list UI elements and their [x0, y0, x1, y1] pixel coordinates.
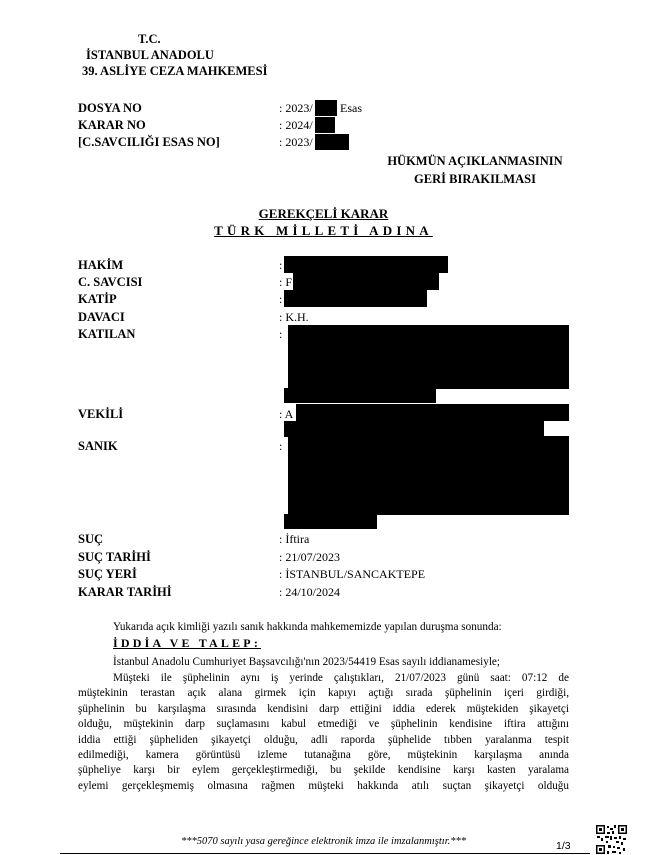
court-header	[82, 31, 286, 79]
crime-date-value: : 21/07/2023	[279, 550, 341, 564]
intro-text: Yukarıda açık kimliği yazılı sanık hakkında mahkememizde yapılan duruşma sonunda:	[113, 621, 502, 633]
attorney-redaction-1	[296, 404, 569, 421]
footer-divider	[60, 853, 590, 854]
deferral-line2: GERİ BIRAKILMASI	[414, 172, 536, 186]
prosecutor-file-value: : 2023/	[279, 135, 313, 149]
attorney-redaction-2	[284, 421, 544, 437]
file-no-label: DOSYA NO	[78, 101, 142, 115]
intervener-label: KATILAN	[78, 327, 136, 341]
court-header-city: İSTANBUL ANADOLU	[86, 48, 214, 62]
judge-label: HAKİM	[78, 258, 124, 272]
paragraph-line: Müşteki ile şüphelinin aynı iş yerinde çalıştıkları, 21/07/2023 günü saat: 07:12 de	[113, 672, 569, 684]
paragraph-line: şüpheliye karşı bir eylem gerçekleştirmediği, bu şekilde kendisine karşı kasten yaralama	[78, 764, 569, 777]
judge-value: :	[279, 258, 283, 272]
defendant-label: SANIK	[78, 439, 118, 453]
decision-no-redaction	[315, 117, 335, 133]
prosecutor-label: C. SAVCISI	[78, 275, 143, 289]
page-number: 1/3	[556, 840, 571, 852]
deferral-line1: HÜKMÜN AÇIKLANMASININ	[387, 154, 563, 168]
e-signature-note: ***5070 sayılı yasa gereğince elektronik imza ile imzalanmıştır.***	[180, 836, 467, 847]
crime-label: SUÇ	[78, 532, 104, 546]
crime-value: : İftira	[279, 532, 310, 546]
clerk-value: :	[279, 292, 283, 306]
defendant-value: :	[279, 439, 283, 453]
decision-no-label: KARAR NO	[78, 118, 146, 132]
deferral-notice	[370, 153, 580, 187]
crime-place-label: SUÇ YERİ	[78, 567, 137, 581]
claim-paragraph	[78, 671, 569, 794]
prosecutor-redaction	[293, 273, 439, 290]
decision-date-label: KARAR TARİHİ	[78, 585, 172, 599]
attorney-label: VEKİLİ	[78, 407, 124, 421]
paragraph-line: olduğu, müştekinin darp suçlamasını kabul etmediği ve şüphelinin kendisine iftira attığını	[78, 718, 569, 731]
defendant-redaction-1	[288, 436, 569, 515]
court-header-tc: T.C.	[138, 32, 161, 46]
crime-date-label: SUÇ TARİHİ	[78, 550, 151, 564]
decision-date-value: : 24/10/2024	[279, 585, 341, 599]
paragraph-line: iddia ettiği şüpheliden şikayetçi olduğu, adli raporda şüphelide tıbben yaralanma tespit	[78, 733, 569, 746]
crime-place-value: : İSTANBUL/SANCAKTEPE	[279, 567, 426, 581]
attorney-value: : A	[279, 407, 294, 421]
paragraph-line: müştekinin terastan açık alana girmek için kapıyı açtığı sırada şüphelinin içeri girdiği,	[78, 687, 569, 700]
file-no-redaction	[315, 100, 337, 116]
paragraph-line: edilmediği, kamera görüntüsü izleme tutanağına göre, müştekinin karşılaşma anında	[78, 749, 569, 762]
clerk-redaction	[284, 290, 427, 307]
decision-title: GEREKÇELİ KARAR	[258, 206, 389, 221]
prosecutor-value: : F	[279, 275, 293, 289]
defendant-redaction-2	[284, 514, 377, 529]
qr-code	[595, 824, 628, 855]
plaintiff-label: DAVACI	[78, 310, 125, 324]
judge-redaction	[284, 256, 448, 273]
intervener-redaction-1	[288, 325, 569, 389]
file-no-value: : 2023/	[279, 101, 313, 115]
prosecutor-file-label: [C.SAVCILIĞI ESAS NO]	[78, 135, 220, 149]
decision-no-value: : 2024/	[279, 118, 313, 132]
indictment-text: İstanbul Anadolu Cumhuriyet Başsavcılığı'nın 2023/54419 Esas sayılı iddianamesiyle;	[113, 656, 501, 668]
clerk-label: KATİP	[78, 292, 117, 306]
claim-section-title: İDDİA VE TALEP:	[113, 636, 262, 650]
paragraph-line: eylemi gerçekleşmemiş olmasına rağmen müşteki hakkında atılı suçtan şikayetçi olduğu	[78, 779, 569, 792]
paragraph-line: şüphelinin bu karşılaşma sırasında kendisini darp ettiğini iddia ederek müştekiden şikayetçi	[78, 702, 569, 715]
nation-title: TÜRK MİLLETİ ADINA	[214, 223, 433, 238]
intervener-value: :	[279, 327, 283, 341]
intervener-redaction-2	[284, 388, 436, 403]
court-header-court: 39. ASLİYE CEZA MAHKEMESİ	[82, 64, 268, 78]
plaintiff-value: : K.H.	[279, 310, 309, 324]
file-no-suffix: Esas	[340, 101, 362, 115]
prosecutor-file-redaction	[315, 134, 349, 150]
